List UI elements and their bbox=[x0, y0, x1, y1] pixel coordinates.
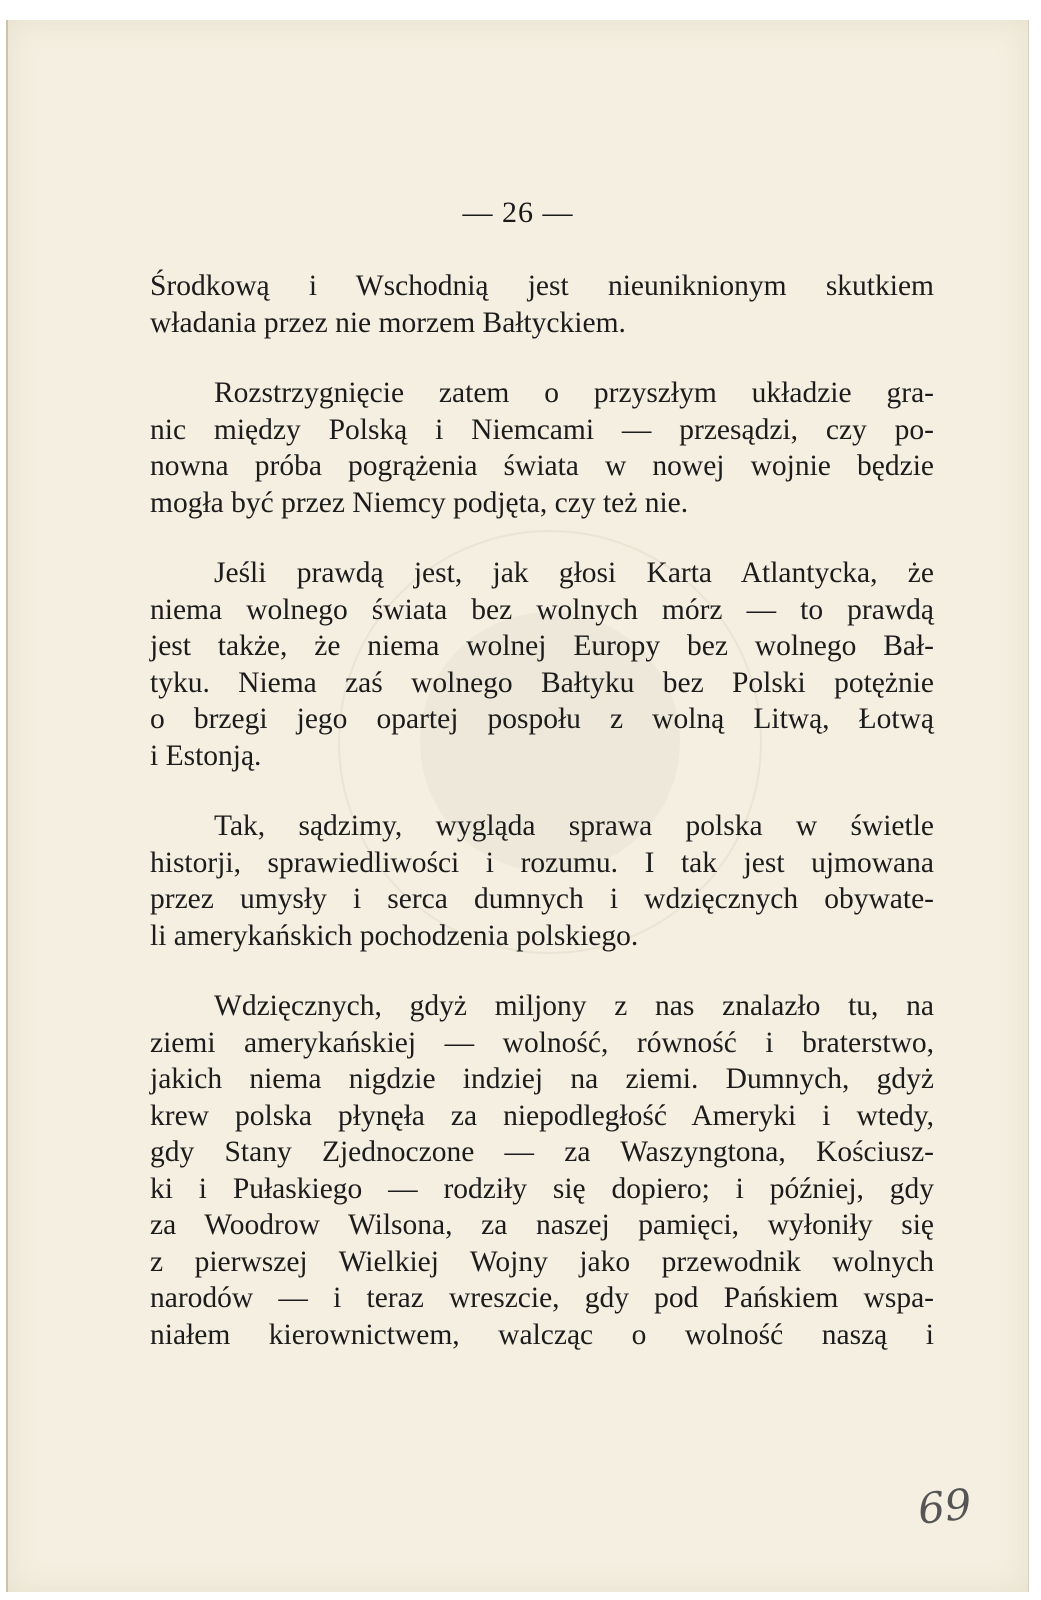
text-line: niema wolnego świata bez wolnych mórz — to prawdą bbox=[150, 593, 934, 626]
text-line: ki i Pułaskiego — rodziły się dopiero; i później, gdy bbox=[150, 1172, 934, 1205]
text-line: Tak, sądzimy, wygląda sprawa polska w świetle bbox=[214, 810, 934, 842]
text-line: jest także, że niema wolnej Europy bez wolnego Bał- bbox=[150, 630, 934, 662]
paragraph-5 bbox=[150, 988, 934, 1353]
text-line: Środkową i Wschodnią jest nieuniknionym skutkiem bbox=[150, 270, 934, 302]
text-line: przez umysły i serca dumnych i wdzięcznych obywate- bbox=[150, 883, 934, 915]
text-line: o brzegi jego opartej pospołu z wolną Litwą, Łotwą bbox=[150, 703, 934, 735]
text-line: Wdzięcznych, gdyż miljony z nas znalazło tu, na bbox=[214, 990, 934, 1022]
text-line: tyku. Niema zaś wolnego Bałtyku bez Polski potężnie bbox=[150, 666, 934, 699]
text-line: za Woodrow Wilsona, za naszej pamięci, wyłoniły się bbox=[150, 1209, 934, 1241]
paragraph-2 bbox=[150, 375, 934, 521]
text-line: z pierwszej Wielkiej Wojny jako przewodnik wolnych bbox=[150, 1245, 934, 1278]
paragraph-3 bbox=[150, 555, 934, 774]
paragraph-1 bbox=[150, 268, 934, 341]
text-line: niałem kierownictwem, walcząc o wolność naszą i bbox=[150, 1318, 934, 1351]
text-line: krew polska płynęła za niepodległość Ameryki i wtedy, bbox=[150, 1099, 934, 1132]
body-text bbox=[150, 268, 934, 1387]
handwritten-page-note: 69 bbox=[915, 1479, 974, 1534]
text-line: ziemi amerykańskiej — wolność, równość i braterstwo, bbox=[150, 1026, 934, 1059]
text-line: nowna próba pogrążenia świata w nowej wojnie będzie bbox=[150, 450, 934, 482]
text-line: Rozstrzygnięcie zatem o przyszłym układzie gra- bbox=[214, 377, 934, 409]
page-number: — 26 — bbox=[462, 196, 574, 229]
text-line: Jeśli prawdą jest, jak głosi Karta Atlantycka, że bbox=[214, 557, 934, 589]
text-line: nic między Polską i Niemcami — przesądzi, czy po- bbox=[150, 413, 934, 446]
text-line: mogła być przez Niemcy podjęta, czy też nie. bbox=[150, 486, 689, 519]
paragraph-4 bbox=[150, 808, 934, 954]
text-line: historji, sprawiedliwości i rozumu. I tak jest ujmowana bbox=[150, 846, 934, 879]
text-line: i Estonją. bbox=[150, 739, 262, 772]
text-line: jakich niema nigdzie indziej na ziemi. Dumnych, gdyż bbox=[150, 1063, 934, 1095]
text-line: władania przez nie morzem Bałtyckiem. bbox=[150, 306, 626, 339]
text-line: li amerykańskich pochodzenia polskiego. bbox=[150, 919, 639, 952]
book-page bbox=[6, 20, 1029, 1592]
text-line: narodów — i teraz wreszcie, gdy pod Pańskiem wspa- bbox=[150, 1282, 934, 1314]
text-line: gdy Stany Zjednoczone — za Waszyngtona, Kościusz- bbox=[150, 1136, 934, 1168]
